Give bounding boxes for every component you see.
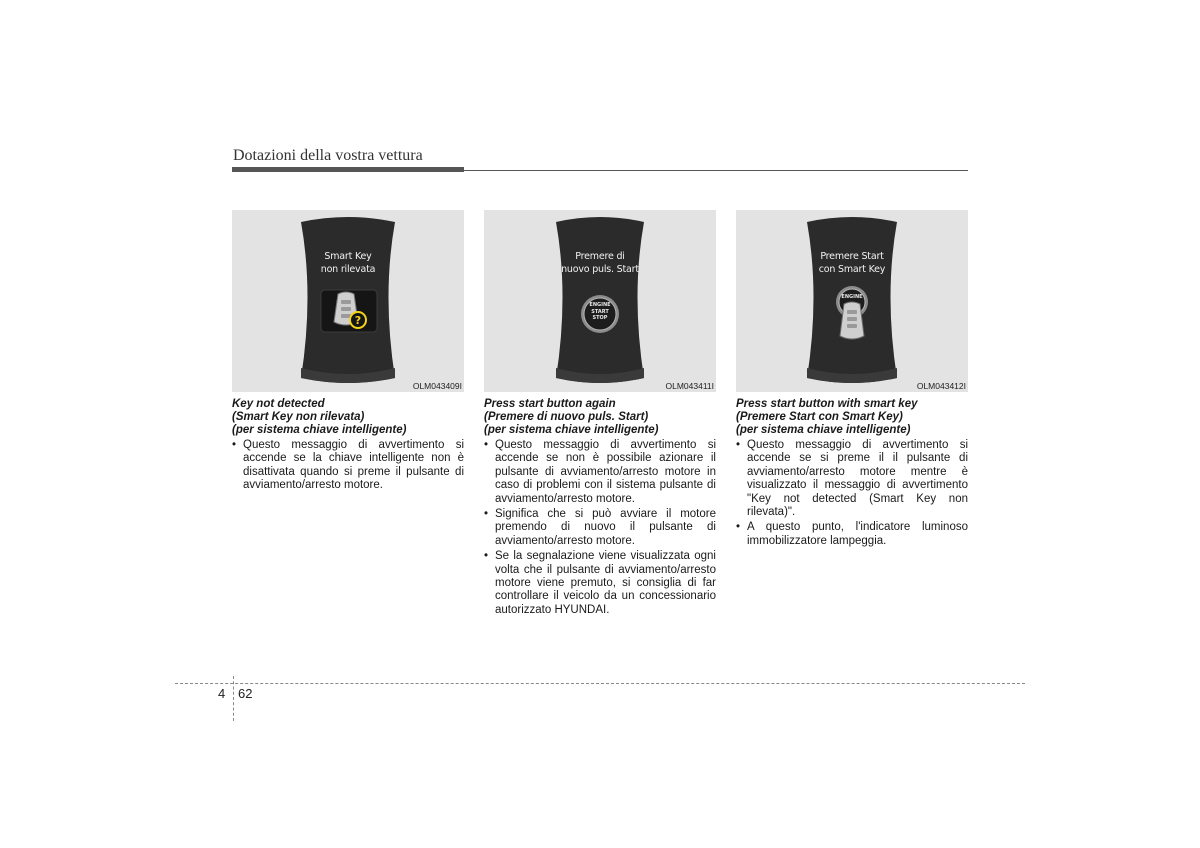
section-press-start-again <box>484 210 716 619</box>
caption-line-3: (per sistema chiave intelligente) <box>484 424 659 436</box>
button-label <box>580 302 620 322</box>
bullet-item: • Significa che si può avviare il motore premendo di nuovo il pulsante di avviamento/arresto motore. <box>484 508 716 548</box>
figure-code: OLM043412I <box>916 381 966 391</box>
figure-code: OLM043411I <box>665 381 714 391</box>
section-key-not-detected <box>232 210 464 495</box>
bullet-item: • Questo messaggio di avvertimento si accende se non è possibile azionare il pulsante di avviamento/arresto motore in caso di problemi con il sistema pulsante di avviamento/arresto motore. <box>484 439 716 506</box>
caption-line-1: Key not detected <box>232 398 325 410</box>
caption-line-3: (per sistema chiave intelligente) <box>232 424 407 436</box>
figure-code: OLM043409I <box>412 381 462 391</box>
figure-press-start-with-smart-key <box>736 210 968 392</box>
footer-page-separator <box>233 676 234 721</box>
button-label-line: STOP <box>592 315 608 321</box>
cluster-display-graphic <box>736 210 968 392</box>
cluster-display-graphic <box>484 210 716 392</box>
bullet-list <box>484 439 716 617</box>
footer-divider <box>175 683 1025 684</box>
display-line-2: con Smart Key <box>818 264 886 275</box>
figure-key-not-detected <box>232 210 464 392</box>
display-message <box>232 250 464 276</box>
caption-line-1: Press start button with smart key <box>736 398 918 410</box>
caption-line-2: (Premere di nuovo puls. Start) <box>484 411 649 423</box>
caption-line-3: (per sistema chiave intelligente) <box>736 424 911 436</box>
bullet-list <box>232 439 464 493</box>
button-label <box>832 294 872 301</box>
bullet-list <box>736 439 968 548</box>
caption-line-1: Press start button again <box>484 398 616 410</box>
button-label-line: ENGINE <box>589 302 611 308</box>
button-label-line: START <box>591 308 609 315</box>
display-line-1: Premere di <box>575 251 625 262</box>
button-label-line: ENGINE <box>841 294 863 300</box>
header-rule-thick <box>232 167 464 172</box>
smart-key-question-icon <box>321 290 377 332</box>
cluster-display-graphic <box>232 210 464 392</box>
section-caption <box>232 398 464 437</box>
display-message <box>484 250 716 276</box>
page-chapter-number: 4 <box>218 686 226 701</box>
header-rule-thin <box>464 170 968 171</box>
figure-press-start-again <box>484 210 716 392</box>
display-line-2: nuovo puls. Start <box>561 264 639 275</box>
display-line-1: Premere Start <box>820 251 884 262</box>
bullet-item: • Questo messaggio di avvertimento si accende se si preme il il pulsante di avviamento/arresto motore mentre è visualizzato il messaggio di avvertimento "Key not detected (Smart Key non rilevata)". <box>736 439 968 519</box>
bullet-item: • Questo messaggio di avvertimento si accende se la chiave intelligente non è disattivata quando si preme il pulsante di avviamento/arresto motore. <box>232 439 464 493</box>
header-title: Dotazioni della vostra vettura <box>233 147 423 164</box>
svg-text:?: ? <box>354 314 362 327</box>
bullet-item: • Se la segnalazione viene visualizzata ogni volta che il pulsante di avviamento/arresto motore viene premuto, si consiglia di far controllare il veicolo da un concessionario autorizzato HYUNDAI. <box>484 550 716 617</box>
section-press-start-with-smart-key <box>736 210 968 550</box>
caption-line-2: (Premere Start con Smart Key) <box>736 411 903 423</box>
display-message <box>736 250 968 276</box>
bullet-item: • A questo punto, l'indicatore luminoso immobilizzatore lampeggia. <box>736 521 968 548</box>
display-line-1: Smart Key <box>324 251 372 262</box>
page-number: 62 <box>238 686 253 701</box>
display-line-2: non rilevata <box>320 264 376 275</box>
section-caption <box>484 398 716 437</box>
section-caption <box>736 398 968 437</box>
caption-line-2: (Smart Key non rilevata) <box>232 411 365 423</box>
